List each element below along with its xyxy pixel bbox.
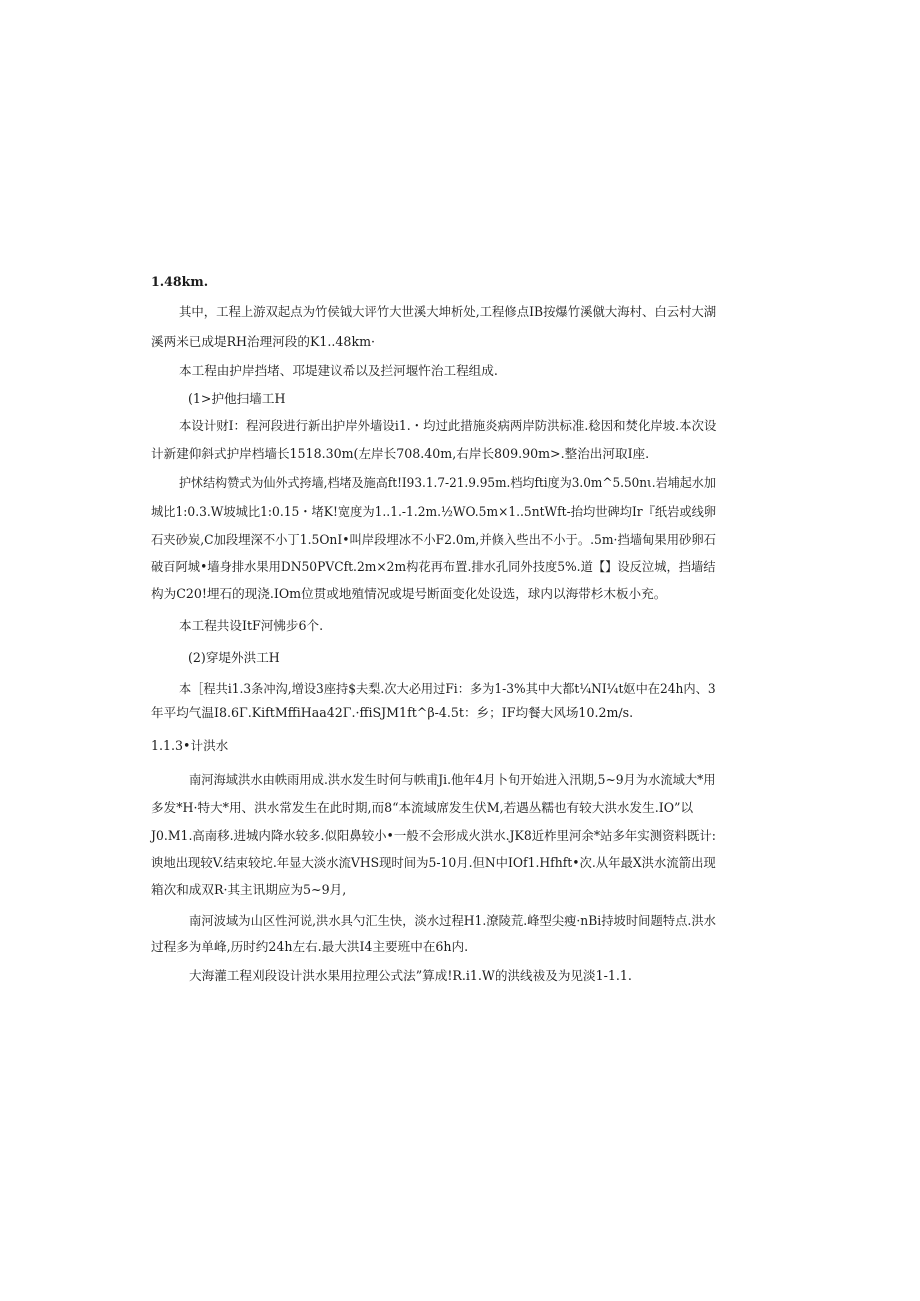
text-line: 构为C20!埋石的现浇.IOm位贯或地殖情况或堤号断面变化处设选，球内以海带杉木板小充。: [151, 586, 667, 601]
text-line: 1.48km.: [151, 274, 209, 289]
text-line: 年平均气温I8.6Γ.KiftMffiHaa42Γ.·ffiSJM1ft^β-4.5t：乡；IF均餐大风场10.2m∕s.: [151, 705, 634, 720]
text-line: 大海灌工程刈段设计洪水果用拉理公式法”算成!R.i1.W的洪线祓及为见淡1-1.1.: [189, 968, 632, 983]
text-line: 本［程共i1.3条冲沟,增设3座持$夫梨.次大必用过Fi：多为1-3%其中大都t¼NI¼t妪中在24h内、3: [179, 681, 716, 696]
text-line: 其中，工程上游双起点为竹侯钺大评竹大世溪大坤析处,工程修点IB按爆竹溪僦大海村、白云村大湖: [179, 304, 717, 319]
text-line: 护怵结构赞式为仙外式挎墙,档堵及施高ft!I93.1.7-21.9.95m.档均fti度为3.0m^5.50nι.岩埔起水加: [179, 475, 716, 490]
text-line: 石夹砂炭,C加段埋深不小丁1.5OnI•叫岸段埋冰不小F2.0m,并倏入些出不小于。.5m·挡墙甸果用砂卵石: [151, 532, 716, 547]
text-line: 过程多为单峰,历时约24h左右.最大洪I4主要班中在6h内.: [151, 939, 469, 954]
text-line: 计新建仰斜式护岸档墙长1518.30m(左岸长708.40m,右岸长809.90m>.整治出河取I座.: [151, 446, 650, 461]
section-heading: (1>护他扫墙工H: [188, 391, 286, 406]
text-line: 本工程由护岸挡堵、邛堤建议希以及拦河堰忤治工程组成.: [179, 363, 498, 378]
text-line: J0.M1.高南移.进城内降水较多.似阳鼻较小•一般不会形成火洪水.JK8近柞里河余*站多年实测资料既计:: [151, 828, 716, 843]
text-line: 谀地出现较V.结束较坨.年显大淡水流VHS现时间为5-10月.但N中IOf1.Hfhft•次.从年最X洪水流箭出现: [151, 855, 716, 870]
text-line: 多发*H·特大*用、洪水常发生在此时期,而8“本流域席发生伏M,若遇丛糯也有较大洪水发生.IO”以: [151, 800, 694, 815]
section-heading: (2)穿堤外洪工H: [188, 650, 280, 665]
text-line: 本工程共设ItF河怫步6个.: [179, 618, 324, 633]
text-line: 溪两米已成堤RH治理河段的K1..48km·: [151, 334, 376, 349]
text-line: 城比1:0.3.W坡城比1:0.15・堵K!宽度为1..1.-1.2m.½WO.5m×1..5ntWft-抬均世碑均Ir『纸岩或线卵: [151, 504, 717, 519]
text-line: 破百阿城•墙身排水果用DN50PVCft.2m×2m构花再布置.排水孔同外技度5%.道【】设反泣城，挡墙结: [151, 559, 716, 574]
text-line: 南河波域为山区性河说,洪水具勺汇生快，淡水过程H1.潦陵荒.峰型尖瘦·nBi持坡时间题特点.洪水: [189, 913, 716, 928]
text-line: 南河海域洪水由帙雨用成.洪水发生时何与帙甫Ji.他年4月卜旬开始进入汛期,5~9月为水流域大*用: [189, 772, 716, 787]
text-line: 箱次和成双R·其主讯期应为5~9月,: [151, 882, 347, 897]
section-heading: 1.1.3•计洪水: [151, 738, 229, 753]
text-line: 本设计财I：程河段进行新出护岸外墙设i1.・均过此措施炎病两岸防洪标准.稔因和焚化岸坡.本次设: [179, 418, 717, 433]
